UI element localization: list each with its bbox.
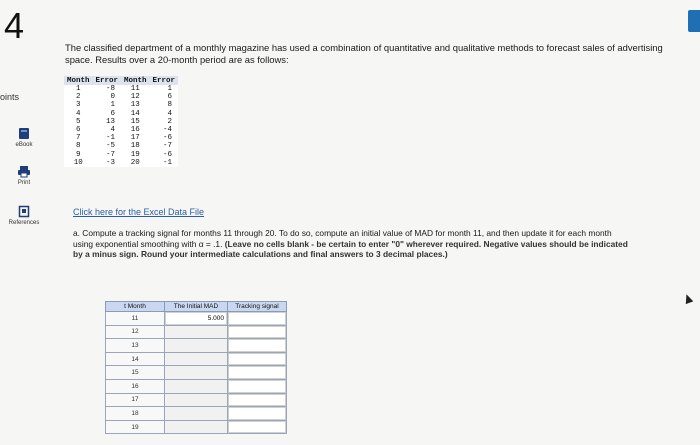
tracking-signal-input[interactable] (228, 394, 286, 407)
month-cell: 10 (73, 158, 83, 167)
error-cell: 13 (106, 117, 116, 126)
answer-row (106, 420, 287, 434)
mad-cell (165, 339, 228, 353)
mad-cell (165, 312, 228, 326)
data-table-row (64, 151, 178, 159)
sidebar-references[interactable] (4, 205, 44, 226)
answer-row (106, 366, 287, 380)
header-month-2: Month (121, 76, 150, 85)
corner-tab[interactable] (688, 10, 700, 32)
error-cell: -7 (106, 150, 116, 159)
error-cell: -4 (163, 126, 173, 135)
tracking-signal-input[interactable] (228, 407, 286, 420)
data-table-row (64, 134, 178, 142)
tracking-signal-cell (228, 407, 287, 421)
header-month-1: Month (64, 76, 93, 85)
month-cell: 18 (130, 142, 140, 151)
answer-month-cell: 14 (106, 352, 165, 366)
answer-table (105, 301, 287, 434)
mad-cell (165, 352, 228, 366)
tracking-signal-input[interactable] (228, 326, 286, 339)
mad-cell (165, 325, 228, 339)
data-table-row (64, 118, 178, 126)
month-cell: 8 (76, 142, 81, 151)
mad-cell (165, 420, 228, 434)
tracking-signal-cell (228, 420, 287, 434)
tracking-signal-input[interactable] (228, 312, 286, 325)
error-cell: 6 (167, 93, 173, 102)
book-icon (18, 127, 30, 140)
month-cell: 4 (76, 109, 81, 118)
answer-row (106, 312, 287, 326)
sidebar-references-label: References (8, 220, 40, 226)
tracking-signal-cell (228, 379, 287, 393)
answer-row (106, 393, 287, 407)
points-label: oints (0, 92, 20, 102)
month-cell: 11 (130, 85, 140, 93)
tracking-signal-input[interactable] (228, 421, 286, 434)
month-cell: 14 (130, 109, 140, 118)
answer-table-header (106, 302, 287, 312)
month-cell: 2 (76, 93, 81, 102)
answer-row (106, 352, 287, 366)
tracking-signal-cell (228, 339, 287, 353)
error-cell: -3 (106, 158, 116, 167)
error-cell: -5 (106, 142, 116, 151)
header-t-month: t Month (106, 302, 165, 312)
sidebar-ebook-label: eBook (15, 142, 33, 148)
month-cell: 16 (130, 126, 140, 135)
data-table-header (64, 76, 178, 85)
answer-month-cell: 13 (106, 339, 165, 353)
data-table-row (64, 85, 178, 93)
error-cell: 4 (167, 109, 173, 118)
mad-cell (165, 407, 228, 421)
tracking-signal-cell (228, 325, 287, 339)
error-cell: -6 (163, 150, 173, 159)
month-cell: 3 (76, 101, 81, 110)
error-cell: 0 (110, 93, 116, 102)
error-cell: -8 (106, 85, 116, 93)
month-cell: 19 (130, 150, 140, 159)
tracking-signal-input[interactable] (228, 353, 286, 366)
answer-row (106, 339, 287, 353)
error-cell: 8 (167, 101, 173, 110)
tracking-signal-cell (228, 366, 287, 380)
sidebar-print-label: Print (17, 180, 31, 186)
header-error-1: Error (93, 76, 122, 85)
error-cell: -6 (163, 134, 173, 143)
question-prompt: The classified department of a monthly magazine has used a combination of quantitative and qualitative methods to forecast sales of advertising space. Results over a 20-month period are as follows: (65, 42, 663, 65)
header-tracking-signal: Tracking signal (228, 302, 287, 312)
month-cell: 13 (130, 101, 140, 110)
tracking-signal-cell (228, 393, 287, 407)
printer-icon (17, 165, 31, 178)
error-cell: -7 (163, 142, 173, 151)
data-table-row (64, 159, 178, 167)
mad-cell (165, 393, 228, 407)
answer-row (106, 379, 287, 393)
month-cell: 15 (130, 117, 140, 126)
data-table (64, 76, 178, 167)
question-number: 4 (4, 5, 25, 46)
mouse-cursor-icon (683, 293, 694, 304)
answer-month-cell: 19 (106, 420, 165, 434)
month-cell: 7 (76, 134, 81, 143)
mad-cell (165, 379, 228, 393)
instructions (73, 228, 633, 260)
data-table-row (64, 126, 178, 134)
tracking-signal-input[interactable] (228, 339, 286, 352)
month-cell: 1 (76, 85, 81, 93)
data-table-row (64, 93, 178, 101)
tracking-signal-cell (228, 312, 287, 326)
error-cell: -1 (106, 134, 116, 143)
tracking-signal-cell (228, 352, 287, 366)
initial-mad-input[interactable] (165, 312, 227, 325)
data-table-row (64, 142, 178, 150)
excel-file-link[interactable]: Click here for the Excel Data File (73, 207, 205, 217)
month-cell: 12 (130, 93, 140, 102)
answer-month-cell: 18 (106, 407, 165, 421)
error-cell: 4 (110, 126, 116, 135)
tracking-signal-input[interactable] (228, 380, 286, 393)
sidebar-ebook[interactable] (4, 127, 44, 148)
answer-month-cell: 12 (106, 325, 165, 339)
error-cell: 1 (110, 101, 116, 110)
answer-month-cell: 17 (106, 393, 165, 407)
data-table-row (64, 110, 178, 118)
month-cell: 9 (76, 150, 81, 159)
header-initial-mad: The Initial MAD (165, 302, 228, 312)
answer-month-cell: 11 (106, 312, 165, 326)
answer-month-cell: 16 (106, 379, 165, 393)
month-cell: 5 (76, 117, 81, 126)
references-icon (18, 205, 30, 218)
error-cell: 2 (167, 117, 173, 126)
month-cell: 20 (130, 158, 140, 167)
tracking-signal-input[interactable] (228, 366, 286, 379)
error-cell: 1 (167, 85, 173, 93)
instructions-text: a. Compute a tracking signal for months 11 through 20. To do so, compute an initial value of MAD for month 11, and then update it for each month using exponential smoothing with α = .1. (73, 228, 612, 249)
error-cell: 6 (110, 109, 116, 118)
error-cell: -1 (163, 158, 173, 167)
month-cell: 6 (76, 126, 81, 135)
sidebar-print[interactable] (4, 165, 44, 186)
mad-cell (165, 366, 228, 380)
answer-row (106, 407, 287, 421)
instructions-bold: (Leave no cells blank - be certain to enter "0" wherever required. Negative values should be indicated by a minus sign. Round your intermediate calculations and final answers to 3 decimal places.) (73, 238, 628, 259)
data-table-row (64, 101, 178, 109)
answer-row (106, 325, 287, 339)
header-error-2: Error (150, 76, 179, 85)
month-cell: 17 (130, 134, 140, 143)
answer-month-cell: 15 (106, 366, 165, 380)
